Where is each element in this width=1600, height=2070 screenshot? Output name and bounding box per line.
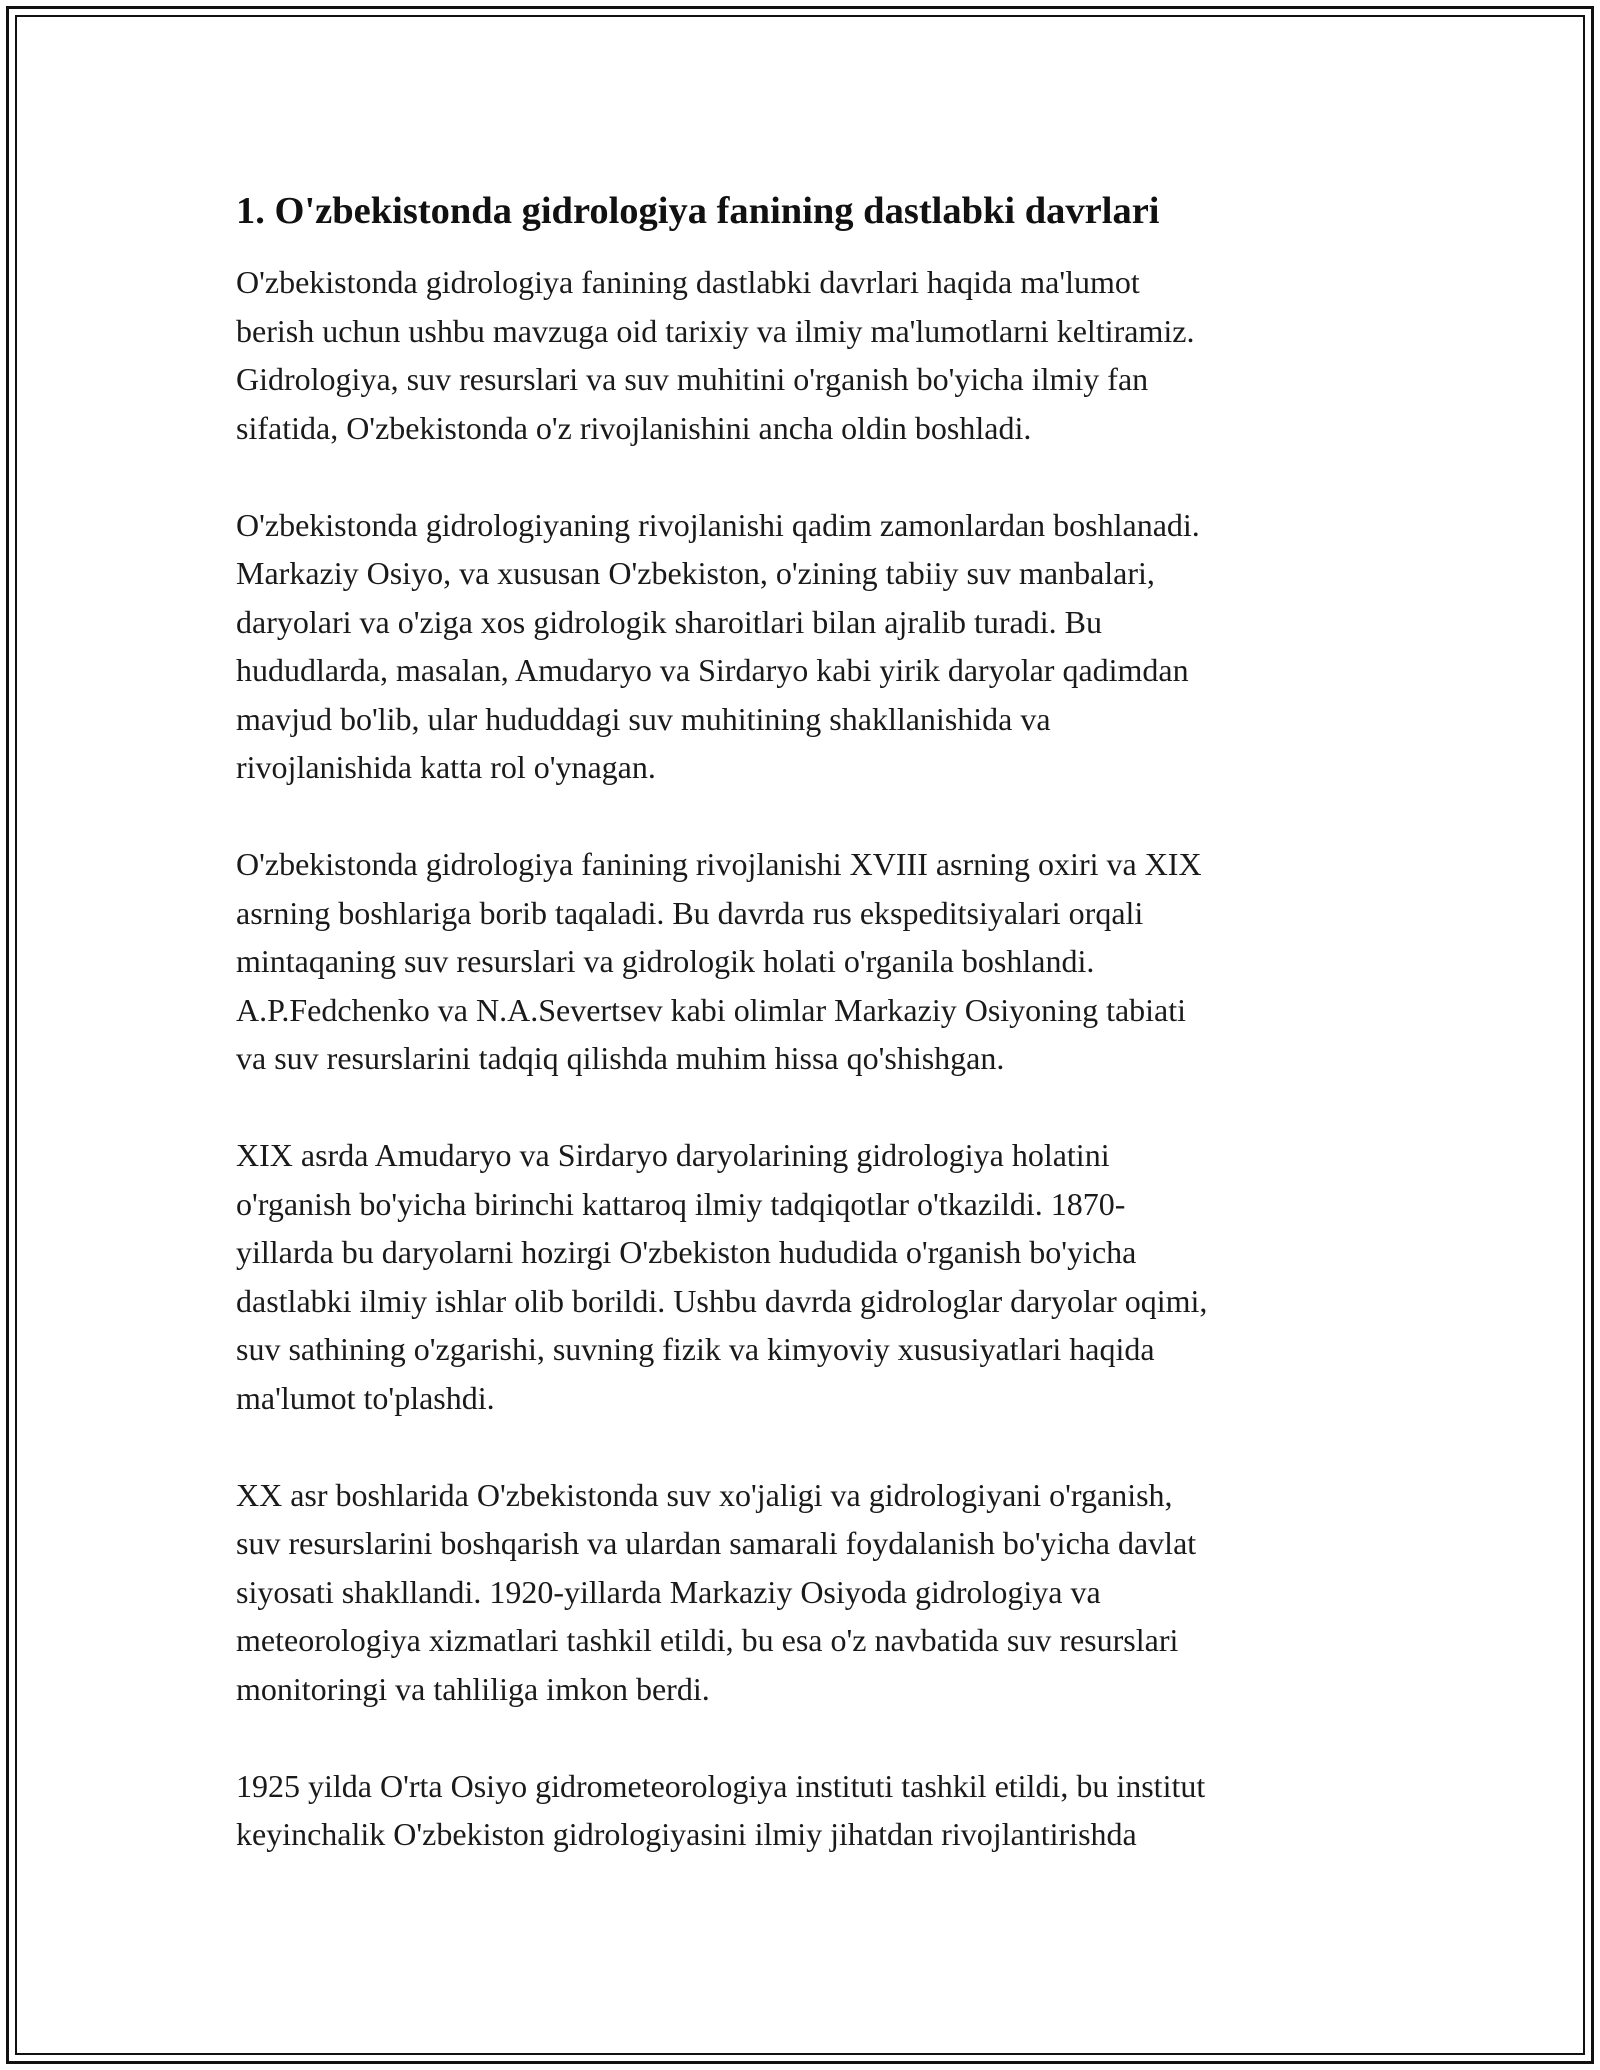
paragraph-line: sifatida, O'zbekistonda o'z rivojlanishini ancha oldin boshladi.	[236, 409, 1032, 446]
paragraph-5	[236, 1471, 1366, 1714]
paragraph-line: suv sathining o'zgarishi, suvning fizik va kimyoviy xususiyatlari haqida	[236, 1331, 1155, 1367]
paragraph-line: XIX asrda Amudaryo va Sirdaryo daryolarining gidrologiya holatini	[236, 1137, 1110, 1173]
paragraph-line: Gidrologiya, suv resurslari va suv muhitini o'rganish bo'yicha ilmiy fan	[236, 361, 1149, 397]
paragraph-line: suv resurslarini boshqarish va ulardan samarali foydalanish bo'yicha davlat	[236, 1525, 1197, 1561]
paragraph-line: siyosati shakllandi. 1920-yillarda Markaziy Osiyoda gidrologiya va	[236, 1573, 1101, 1610]
paragraph-line: yillarda bu daryolarni hozirgi O'zbekiston hududida o'rganish bo'yicha	[236, 1234, 1137, 1270]
paragraph-line: va suv resurslarini tadqiq qilishda muhim hissa qo'shishgan.	[236, 1040, 1005, 1076]
paragraph-line: rivojlanishida katta rol o'ynagan.	[236, 749, 656, 785]
paragraph-3	[236, 840, 1366, 1083]
paragraph-line: 1925 yilda O'rta Osiyo gidrometeorologiya instituti tashkil etildi, bu institut	[236, 1767, 1206, 1804]
paragraph-line: o'rganish bo'yicha birinchi kattaroq ilmiy tadqiqotlar o'tkazildi. 1870-	[236, 1185, 1126, 1222]
section-heading: 1. O'zbekistonda gidrologiya fanining dastlabki davrlari	[236, 190, 1160, 232]
paragraph-line: berish uchun ushbu mavzuga oid tarixiy va ilmiy ma'lumotlarni keltiramiz.	[236, 312, 1195, 349]
paragraph-6	[236, 1762, 1366, 1859]
paragraph-line: Markaziy Osiyo, va xususan O'zbekiston, o'zining tabiiy suv manbalari,	[236, 555, 1155, 591]
paragraph-line: asrning boshlariga borib taqaladi. Bu davrda rus ekspeditsiyalari orqali	[236, 894, 1144, 931]
paragraph-line: O'zbekistonda gidrologiya fanining dastlabki davrlari haqida ma'lumot	[236, 264, 1140, 300]
paragraph-line: O'zbekistonda gidrologiyaning rivojlanishi qadim zamonlardan boshlanadi.	[236, 506, 1200, 543]
paragraph-line: dastlabki ilmiy ishlar olib borildi. Ushbu davrda gidrologlar daryolar oqimi,	[236, 1282, 1208, 1319]
paragraph-line: keyinchalik O'zbekiston gidrologiyasini ilmiy jihatdan rivojlantirishda	[236, 1816, 1137, 1852]
paragraph-2	[236, 501, 1366, 792]
paragraph-line: hududlarda, masalan, Amudaryo va Sirdaryo kabi yirik daryolar qadimdan	[236, 652, 1189, 688]
paragraph-1	[236, 258, 1366, 452]
paragraph-line: A.P.Fedchenko va N.A.Severtsev kabi olimlar Markaziy Osiyoning tabiati	[236, 991, 1187, 1028]
paragraph-4	[236, 1131, 1366, 1422]
paragraph-line: mavjud bo'lib, ular hududdagi suv muhitining shakllanishida va	[236, 700, 1051, 737]
paragraph-line: ma'lumot to'plashdi.	[236, 1379, 495, 1416]
paragraph-line: daryolari va o'ziga xos gidrologik sharoitlari bilan ajralib turadi. Bu	[236, 603, 1102, 640]
paragraph-line: monitoringi va tahliliga imkon berdi.	[236, 1670, 710, 1707]
paragraph-line: XX asr boshlarida O'zbekistonda suv xo'jaligi va gidrologiyani o'rganish,	[236, 1476, 1173, 1513]
document-body	[236, 186, 1366, 1907]
paragraph-line: O'zbekistonda gidrologiya fanining rivojlanishi XVIII asrning oxiri va XIX	[236, 846, 1202, 882]
paragraph-line: meteorologiya xizmatlari tashkil etildi, bu esa o'z navbatida suv resurslari	[236, 1622, 1179, 1658]
paragraph-line: mintaqaning suv resurslari va gidrologik holati o'rganila boshlandi.	[236, 943, 1095, 979]
